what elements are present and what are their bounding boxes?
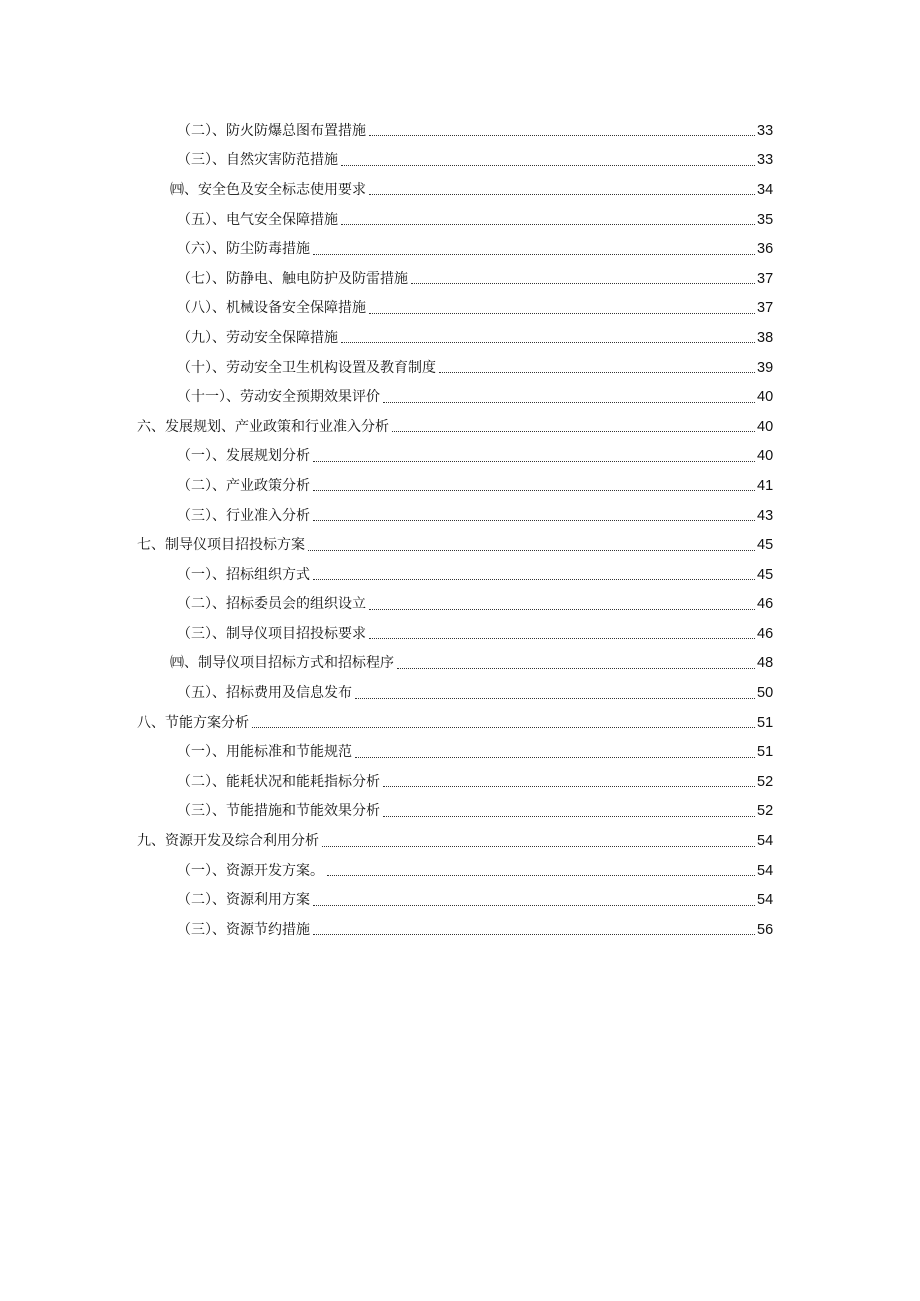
toc-page-number: 38 [757,329,774,346]
toc-entry[interactable] [0,264,920,294]
toc-page-number: 54 [757,862,774,879]
toc-page-number: 43 [757,507,774,524]
toc-entry[interactable] [0,234,920,264]
toc-entry-title: （一）、发展规划分析 [177,448,310,465]
toc-entry-title: ㈣、制导仪项目招标方式和招标程序 [170,655,394,672]
toc-entry-title: 六、发展规划、产业政策和行业准入分析 [137,418,389,435]
toc-dot-leader [313,578,755,580]
toc-page-number: 45 [757,566,774,583]
toc-dot-leader [355,697,755,699]
toc-entry[interactable] [0,471,920,501]
toc-entry[interactable] [0,353,920,383]
toc-entry[interactable] [0,619,920,649]
toc-dot-leader [341,341,755,343]
toc-dot-leader [369,193,755,195]
toc-page-number: 52 [757,803,774,820]
toc-page-number: 33 [757,122,774,139]
toc-entry[interactable] [0,708,920,738]
toc-entry-title: （十）、劳动安全卫生机构设置及教育制度 [177,359,436,376]
toc-entry[interactable] [0,382,920,412]
toc-page-number: 37 [757,300,774,317]
toc-page-number: 54 [757,833,774,850]
toc-dot-leader [308,549,755,551]
toc-entry[interactable] [0,797,920,827]
toc-entry[interactable] [0,649,920,679]
toc-page-number: 45 [757,537,774,554]
toc-dot-leader [252,726,755,728]
table-of-contents [0,116,920,945]
toc-dot-leader [322,845,755,847]
toc-page-number: 54 [757,892,774,909]
toc-entry[interactable] [0,560,920,590]
toc-entry-title: （三）、自然灾害防范措施 [177,152,338,169]
toc-entry[interactable] [0,412,920,442]
toc-entry[interactable] [0,826,920,856]
toc-entry-title: 七、制导仪项目招投标方案 [137,537,305,554]
toc-entry[interactable] [0,146,920,176]
toc-entry-title: （一）、资源开发方案。 [177,862,324,879]
toc-entry-title: （三）、资源节约措施 [177,921,310,938]
toc-dot-leader [341,164,755,166]
toc-dot-leader [313,904,755,906]
toc-entry[interactable] [0,175,920,205]
toc-dot-leader [392,430,755,432]
toc-entry-title: （五）、招标费用及信息发布 [177,685,352,702]
toc-entry-title: ㈣、安全色及安全标志使用要求 [170,181,366,198]
toc-entry-title: 八、节能方案分析 [137,714,249,731]
toc-entry-title: （七）、防静电、触电防护及防雷措施 [177,270,408,287]
toc-entry[interactable] [0,678,920,708]
toc-dot-leader [313,253,755,255]
toc-page-number: 33 [757,152,774,169]
toc-page-number: 46 [757,625,774,642]
toc-dot-leader [313,460,755,462]
toc-dot-leader [313,489,755,491]
toc-page-number: 40 [757,389,774,406]
toc-entry[interactable] [0,590,920,620]
toc-entry[interactable] [0,205,920,235]
toc-entry-title: （二）、招标委员会的组织设立 [177,596,366,613]
toc-entry-title: （二）、能耗状况和能耗指标分析 [177,773,380,790]
toc-entry-title: （二）、防火防爆总图布置措施 [177,122,366,139]
toc-dot-leader [369,134,755,136]
toc-dot-leader [313,933,755,935]
toc-entry-title: （十一）、劳动安全预期效果评价 [177,389,380,406]
toc-dot-leader [397,667,755,669]
toc-entry-title: （二）、产业政策分析 [177,477,310,494]
toc-page-number: 56 [757,921,774,938]
toc-page-number: 51 [757,744,774,761]
toc-dot-leader [383,815,755,817]
toc-dot-leader [327,874,755,876]
toc-entry[interactable] [0,530,920,560]
toc-page-number: 41 [757,477,774,494]
toc-entry[interactable] [0,737,920,767]
toc-page-number: 34 [757,181,774,198]
toc-entry-title: （三）、节能措施和节能效果分析 [177,803,380,820]
toc-entry-title: 九、资源开发及综合利用分析 [137,833,319,850]
toc-entry-title: （二）、资源利用方案 [177,892,310,909]
toc-dot-leader [369,312,755,314]
toc-page-number: 51 [757,714,774,731]
toc-entry-title: （一）、用能标准和节能规范 [177,744,352,761]
toc-dot-leader [369,637,755,639]
toc-dot-leader [341,223,755,225]
toc-page-number: 40 [757,448,774,465]
toc-dot-leader [411,282,755,284]
toc-entry[interactable] [0,885,920,915]
toc-entry[interactable] [0,323,920,353]
toc-dot-leader [313,519,755,521]
toc-entry[interactable] [0,294,920,324]
toc-page-number: 37 [757,270,774,287]
toc-page-number: 48 [757,655,774,672]
toc-entry-title: （三）、制导仪项目招投标要求 [177,625,366,642]
toc-page-number: 35 [757,211,774,228]
toc-dot-leader [439,371,755,373]
toc-entry-title: （六）、防尘防毒措施 [177,241,310,258]
toc-page-number: 36 [757,241,774,258]
toc-entry[interactable] [0,767,920,797]
toc-dot-leader [369,608,755,610]
toc-entry[interactable] [0,442,920,472]
toc-entry[interactable] [0,915,920,945]
toc-entry[interactable] [0,856,920,886]
toc-entry-title: （八）、机械设备安全保障措施 [177,300,366,317]
toc-dot-leader [355,756,755,758]
toc-entry-title: （三）、行业准入分析 [177,507,310,524]
toc-entry[interactable] [0,116,920,146]
toc-dot-leader [383,785,755,787]
toc-dot-leader [383,401,755,403]
toc-page-number: 46 [757,596,774,613]
toc-entry-title: （一）、招标组织方式 [177,566,310,583]
toc-entry[interactable] [0,501,920,531]
toc-entry-title: （九）、劳动安全保障措施 [177,329,338,346]
toc-entry-title: （五）、电气安全保障措施 [177,211,338,228]
toc-page-number: 52 [757,773,774,790]
toc-page-number: 50 [757,685,774,702]
toc-page-number: 39 [757,359,774,376]
toc-page-number: 40 [757,418,774,435]
